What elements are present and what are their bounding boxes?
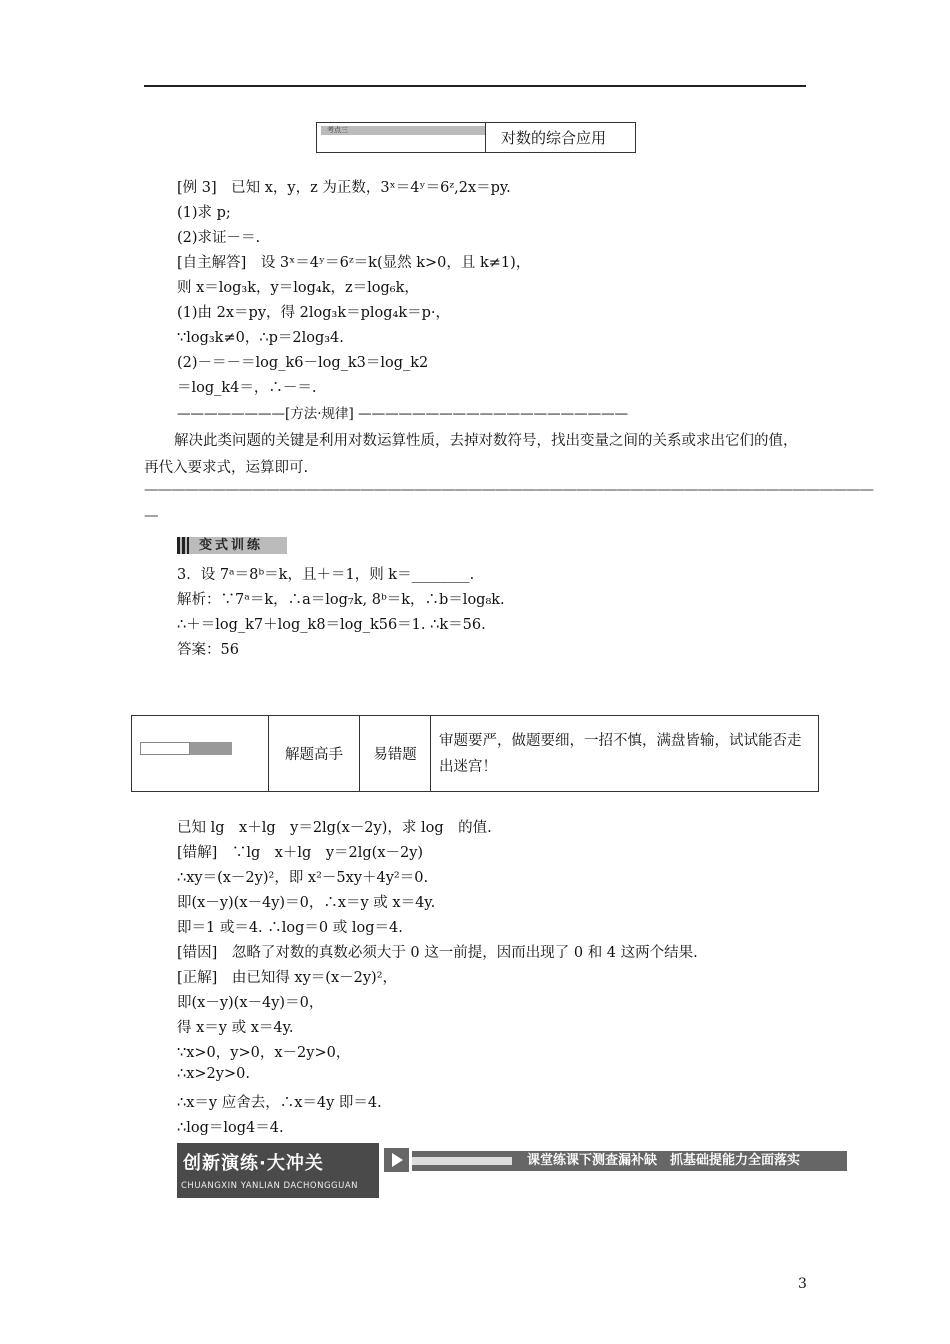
variant-line: 答案：56 bbox=[177, 642, 239, 658]
error-line: ∴log＝log4＝4. bbox=[177, 1120, 284, 1136]
banner-slogan: 课堂练课下测查漏补缺 抓基础提能力全面落实 bbox=[527, 1153, 801, 1168]
banner-logo bbox=[177, 1143, 379, 1198]
method-dash-line: —————————————————————————————————————————————————————— bbox=[144, 482, 873, 498]
banner-title: 创新演练·大冲关 bbox=[183, 1153, 324, 1174]
tip-logo-light bbox=[140, 742, 190, 755]
variant-bar bbox=[177, 537, 287, 554]
error-line: ∴x>2y>0. bbox=[177, 1066, 250, 1082]
tip-col-master: 解题高手 bbox=[269, 716, 360, 792]
example-line: [例 3] 已知 x，y，z 为正数，3ˣ＝4ʸ＝6ᶻ,2x＝py. bbox=[177, 180, 511, 196]
example-line: (2)－＝－＝log_k6－log_k3＝log_k2 bbox=[177, 355, 429, 371]
tip-col-advice: 审题要严，做题要细，一招不慎，满盘皆输，试试能否走出迷宫！ bbox=[431, 716, 819, 792]
tip-logo-cell bbox=[132, 716, 269, 792]
footer-banner bbox=[177, 1143, 847, 1198]
section-tag: 考点三 bbox=[321, 126, 485, 135]
method-header: ————————[方法·规律] ———————————————————— bbox=[177, 406, 629, 422]
error-line: ∵x>0，y>0，x－2y>0， bbox=[177, 1045, 351, 1061]
variant-bar-stripes bbox=[177, 537, 189, 554]
section-header-box bbox=[316, 122, 636, 153]
error-line: 即(x－y)(x－4y)＝0，∴x＝y 或 x＝4y. bbox=[177, 895, 436, 911]
error-line: ∴xy＝(x－2y)²，即 x²－5xy＋4y²＝0. bbox=[177, 870, 429, 886]
header-rule bbox=[144, 85, 806, 87]
variant-line: 解析：∵7ᵃ＝k，∴a＝log₇k, 8ᵇ＝k，∴b＝log₈k. bbox=[177, 592, 505, 608]
example-line: (1)求 p; bbox=[177, 205, 231, 221]
error-line: [错解] ∵lg x＋lg y＝2lg(x－2y) bbox=[177, 845, 424, 861]
banner-strip-highlight bbox=[412, 1157, 512, 1165]
error-line: 已知 lg x＋lg y＝2lg(x－2y)，求 log 的值. bbox=[177, 820, 492, 836]
banner-pinyin: CHUANGXIN YANLIAN DACHONGGUAN bbox=[181, 1181, 359, 1191]
error-line: [错因] 忽略了对数的真数必须大于 0 这一前提，因而出现了 0 和 4 这两个结果. bbox=[177, 945, 698, 961]
play-triangle-icon bbox=[392, 1153, 403, 1167]
play-icon bbox=[384, 1148, 409, 1172]
variant-line: ∴＋＝log_k7＋log_k8＝log_k56＝1. ∴k＝56. bbox=[177, 617, 486, 633]
error-line: [正解] 由已知得 xy＝(x－2y)²， bbox=[177, 970, 398, 986]
method-text: 解决此类问题的关键是利用对数运算性质，去掉对数符号，找出变量之间的关系或求出它们的值，再代入要求式，运算即可. bbox=[144, 433, 798, 476]
section-divider bbox=[485, 123, 486, 152]
example-line: (1)由 2x＝py，得 2log₃k＝plog₄k＝p·， bbox=[177, 305, 451, 321]
section-title: 对数的综合应用 bbox=[501, 129, 607, 147]
error-line: 即＝1 或＝4. ∴log＝0 或 log＝4. bbox=[177, 920, 403, 936]
tip-col-error: 易错题 bbox=[360, 716, 431, 792]
error-line: 即(x－y)(x－4y)＝0， bbox=[177, 995, 324, 1011]
method-dash-tail: — bbox=[144, 508, 158, 524]
error-line: ∴x＝y 应舍去，∴x＝4y 即＝4. bbox=[177, 1095, 382, 1111]
example-line: [自主解答] 设 3ˣ＝4ʸ＝6ᶻ＝k(显然 k>0，且 k≠1)， bbox=[177, 255, 531, 271]
example-line: ∵log₃k≠0，∴p＝2log₃4. bbox=[177, 330, 344, 346]
tip-logo-dark bbox=[190, 742, 232, 755]
variant-bar-label: 变式训练 bbox=[199, 538, 264, 553]
example-line: ＝log_k4＝，∴－＝. bbox=[177, 380, 317, 396]
variant-line: 3．设 7ᵃ＝8ᵇ＝k，且＋＝1，则 k＝________. bbox=[177, 567, 475, 583]
error-line: 得 x＝y 或 x＝4y. bbox=[177, 1020, 294, 1036]
example-line: 则 x＝log₃k，y＝log₄k，z＝log₆k， bbox=[177, 280, 419, 296]
page-number: 3 bbox=[798, 1276, 807, 1292]
example-line: (2)求证－＝. bbox=[177, 230, 261, 246]
tip-table bbox=[131, 715, 819, 792]
